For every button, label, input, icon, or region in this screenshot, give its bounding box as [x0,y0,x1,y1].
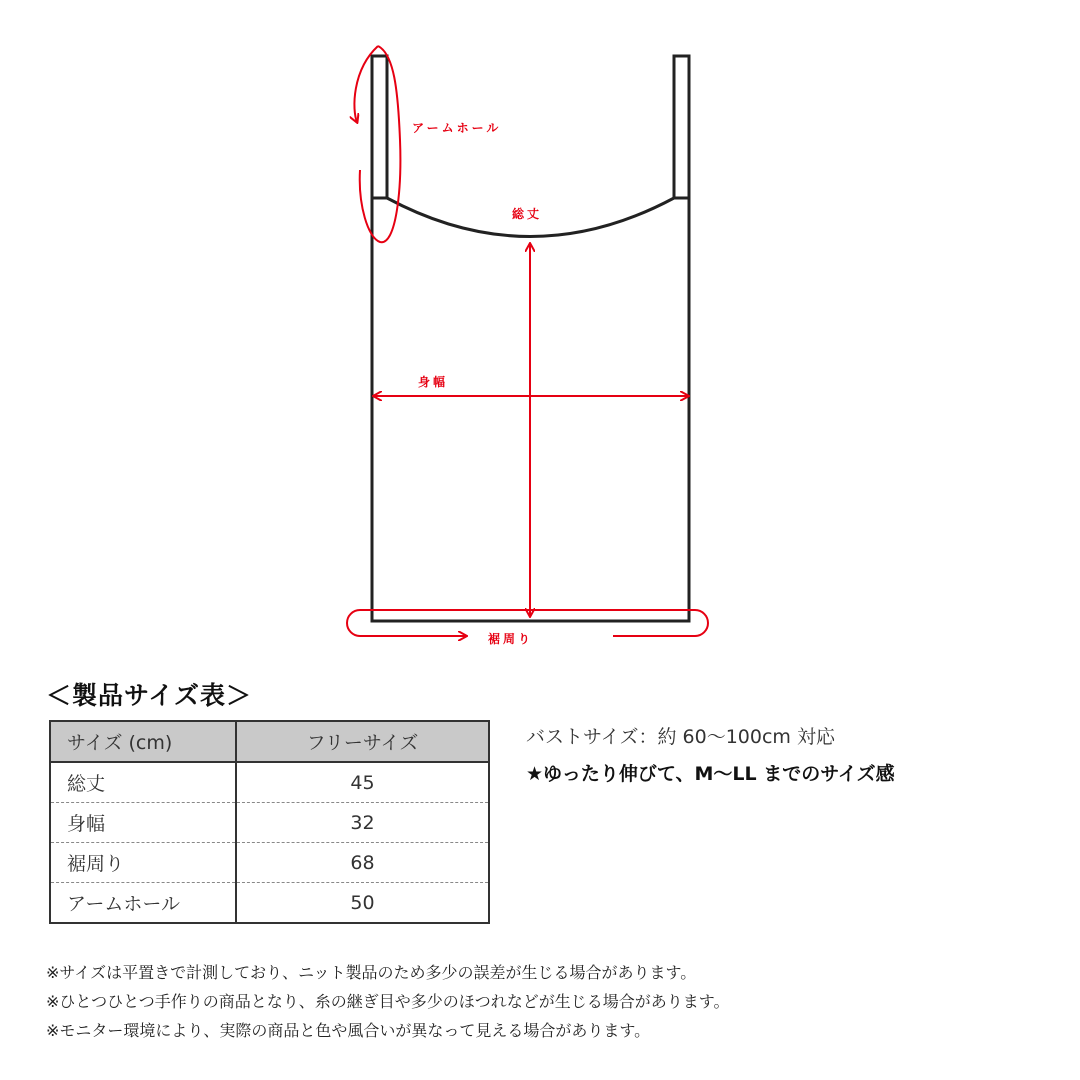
right-strap [674,56,689,198]
table-row [50,883,489,924]
header-free-size: フリーサイズ [236,721,489,762]
left-strap [372,56,387,198]
footnote-item: ※ひとつひとつ手作りの商品となり、糸の継ぎ目や多少のほつれなどが生じる場合があります。 [46,992,730,1011]
size-table-title: ＜製品サイズ表＞ [46,681,253,710]
length-label: 総丈 [512,207,543,221]
armhole-label: アームホール [412,121,502,135]
fit-feature-note: ★ゆったり伸びて、M～LL までのサイズ感 [526,763,895,785]
bust-size-note: バストサイズ：約 60～100cm 対応 [526,726,835,748]
row-value: 50 [236,883,489,924]
header-size: サイズ (cm) [50,721,236,762]
row-label: 総丈 [50,762,236,803]
row-value: 32 [236,803,489,843]
row-label: 裾周り [50,843,236,883]
hem-label: 裾周り [488,632,534,646]
armhole-measure [354,46,400,242]
footnotes [46,958,730,1045]
row-label: 身幅 [50,803,236,843]
footnote-item: ※サイズは平置きで計測しており、ニット製品のため多少の誤差が生じる場合があります。 [46,963,697,982]
table-row [50,843,489,883]
row-value: 45 [236,762,489,803]
width-label: 身幅 [418,375,449,389]
row-label: アームホール [50,883,236,924]
table-row [50,803,489,843]
footnote-item: ※モニター環境により、実際の商品と色や風合いが異なって見える場合があります。 [46,1021,651,1040]
size-table [49,720,490,924]
row-value: 68 [236,843,489,883]
table-row [50,762,489,803]
table-header-row [50,721,489,762]
